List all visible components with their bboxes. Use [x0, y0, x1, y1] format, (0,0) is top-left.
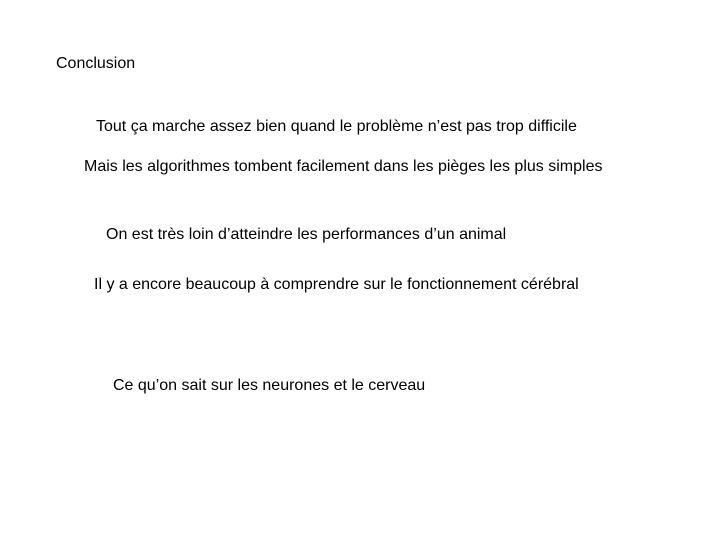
text-line-5: Ce qu’on sait sur les neurones et le cerveau: [113, 377, 426, 394]
text-line-2: Mais les algorithmes tombent facilement dans les pièges les plus simples: [84, 158, 603, 175]
text-line-1: Tout ça marche assez bien quand le problème n’est pas trop difficile: [96, 118, 577, 135]
text-line-4: Il y a encore beaucoup à comprendre sur le fonctionnement cérébral: [94, 276, 579, 293]
text-line-3: On est très loin d’atteindre les performances d’un animal: [106, 226, 507, 243]
slide-title: Conclusion: [56, 55, 136, 72]
